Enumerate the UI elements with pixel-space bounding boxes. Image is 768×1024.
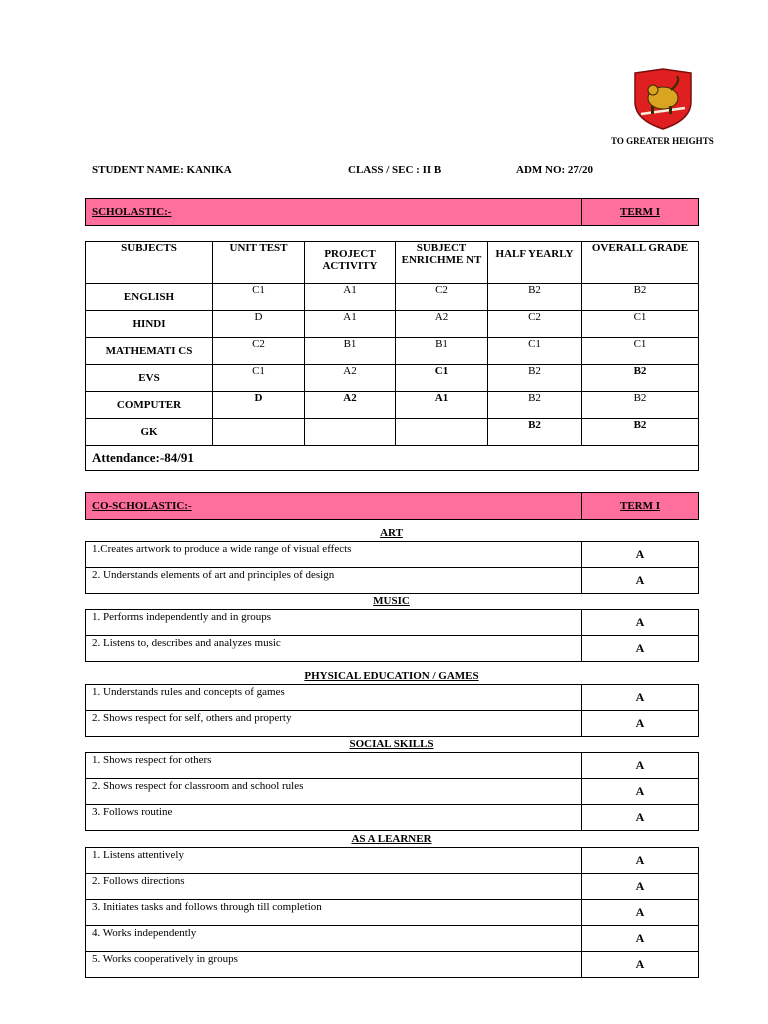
table-row — [86, 568, 699, 594]
school-crest-shield-icon — [633, 68, 693, 130]
table-row — [86, 848, 699, 874]
as-a-learner-indicators-table — [85, 847, 699, 978]
subject-name: COMPUTER — [86, 392, 213, 419]
grade-cell: A2 — [396, 311, 488, 338]
indicator-text: 1. Performs independently and in groups — [86, 610, 582, 636]
table-row — [86, 365, 699, 392]
grade-cell: A2 — [305, 392, 396, 419]
grade-cell: C1 — [488, 338, 582, 365]
grade-cell — [213, 419, 305, 446]
indicator-text: 1. Listens attentively — [86, 848, 582, 874]
grade-cell: C1 — [213, 365, 305, 392]
grade-cell: C1 — [213, 284, 305, 311]
school-motto: TO GREATER HEIGHTS — [611, 136, 714, 146]
art-indicators-table — [85, 541, 699, 594]
table-row — [86, 419, 699, 446]
grade-cell: B1 — [305, 338, 396, 365]
table-row — [86, 392, 699, 419]
table-row — [86, 779, 699, 805]
section-title-music: MUSIC — [373, 595, 410, 607]
table-row — [86, 636, 699, 662]
scholastic-grades-table — [85, 241, 699, 471]
indicator-text: 1. Understands rules and concepts of games — [86, 685, 582, 711]
indicator-grade: A — [582, 779, 699, 805]
grade-cell: B2 — [582, 284, 699, 311]
co-scholastic-label: CO-SCHOLASTIC:- — [86, 493, 582, 520]
scholastic-label: SCHOLASTIC:- — [86, 199, 582, 226]
grade-cell: C1 — [582, 311, 699, 338]
column-header: SUBJECTS — [86, 242, 213, 284]
indicator-grade: A — [582, 805, 699, 831]
table-row — [86, 338, 699, 365]
table-row — [86, 753, 699, 779]
table-row — [86, 952, 699, 978]
grade-cell: D — [213, 311, 305, 338]
table-row — [86, 542, 699, 568]
grade-cell: B2 — [488, 419, 582, 446]
social-skills-indicators-table — [85, 752, 699, 831]
admission-number: ADM NO: 27/20 — [516, 164, 593, 176]
indicator-grade: A — [582, 542, 699, 568]
table-row — [86, 711, 699, 737]
music-indicators-table — [85, 609, 699, 662]
subject-name: ENGLISH — [86, 284, 213, 311]
grade-cell: C2 — [396, 284, 488, 311]
scholastic-term: TERM I — [582, 199, 699, 226]
table-row — [86, 900, 699, 926]
indicator-text: 5. Works cooperatively in groups — [86, 952, 582, 978]
indicator-text: 2. Understands elements of art and principles of design — [86, 568, 582, 594]
indicator-text: 2. Listens to, describes and analyzes music — [86, 636, 582, 662]
section-title-as-a-learner: AS A LEARNER — [351, 833, 432, 845]
co-scholastic-banner — [85, 492, 699, 520]
indicator-grade: A — [582, 568, 699, 594]
table-row — [86, 926, 699, 952]
table-row — [86, 284, 699, 311]
attendance: Attendance:-84/91 — [86, 446, 699, 471]
subject-name: EVS — [86, 365, 213, 392]
section-title-physical-education: PHYSICAL EDUCATION / GAMES — [304, 670, 479, 682]
subject-name: MATHEMATI CS — [86, 338, 213, 365]
scholastic-banner — [85, 198, 699, 226]
section-title-social-skills: SOCIAL SKILLS — [349, 738, 434, 750]
table-row — [86, 805, 699, 831]
table-header-row — [86, 242, 699, 284]
co-scholastic-term: TERM I — [582, 493, 699, 520]
indicator-text: 3. Follows routine — [86, 805, 582, 831]
grade-cell: B2 — [488, 284, 582, 311]
indicator-grade: A — [582, 848, 699, 874]
column-header: HALF YEARLY — [488, 242, 582, 284]
indicator-text: 3. Initiates tasks and follows through till completion — [86, 900, 582, 926]
grade-cell: D — [213, 392, 305, 419]
indicator-grade: A — [582, 711, 699, 737]
student-name: STUDENT NAME: KANIKA — [92, 164, 232, 176]
indicator-grade: A — [582, 610, 699, 636]
grade-cell: B2 — [488, 392, 582, 419]
indicator-text: 1. Shows respect for others — [86, 753, 582, 779]
grade-cell: A1 — [305, 284, 396, 311]
column-header: PROJECT ACTIVITY — [305, 242, 396, 284]
indicator-grade: A — [582, 685, 699, 711]
indicator-grade: A — [582, 636, 699, 662]
grade-cell: C2 — [488, 311, 582, 338]
grade-cell — [396, 419, 488, 446]
indicator-text: 2. Shows respect for classroom and school rules — [86, 779, 582, 805]
class-section: CLASS / SEC : II B — [348, 164, 442, 176]
indicator-text: 2. Follows directions — [86, 874, 582, 900]
grade-cell: B2 — [582, 419, 699, 446]
grade-cell: A2 — [305, 365, 396, 392]
grade-cell: C1 — [396, 365, 488, 392]
table-row — [86, 874, 699, 900]
table-row — [86, 311, 699, 338]
section-title-art: ART — [380, 527, 403, 539]
grade-cell — [305, 419, 396, 446]
physical-education-indicators-table — [85, 684, 699, 737]
column-header: OVERALL GRADE — [582, 242, 699, 284]
indicator-grade: A — [582, 753, 699, 779]
table-row — [86, 685, 699, 711]
grade-cell: B2 — [582, 365, 699, 392]
subject-name: HINDI — [86, 311, 213, 338]
column-header: SUBJECT ENRICHME NT — [396, 242, 488, 284]
grade-cell: A1 — [396, 392, 488, 419]
indicator-grade: A — [582, 952, 699, 978]
table-row — [86, 610, 699, 636]
subject-name: GK — [86, 419, 213, 446]
grade-cell: B2 — [582, 392, 699, 419]
indicator-text: 1.Creates artwork to produce a wide range of visual effects — [86, 542, 582, 568]
indicator-text: 4. Works independently — [86, 926, 582, 952]
grade-cell: B2 — [488, 365, 582, 392]
indicator-grade: A — [582, 900, 699, 926]
grade-cell: C2 — [213, 338, 305, 365]
indicator-grade: A — [582, 874, 699, 900]
column-header: UNIT TEST — [213, 242, 305, 284]
indicator-grade: A — [582, 926, 699, 952]
grade-cell: B1 — [396, 338, 488, 365]
grade-cell: C1 — [582, 338, 699, 365]
indicator-text: 2. Shows respect for self, others and property — [86, 711, 582, 737]
grade-cell: A1 — [305, 311, 396, 338]
